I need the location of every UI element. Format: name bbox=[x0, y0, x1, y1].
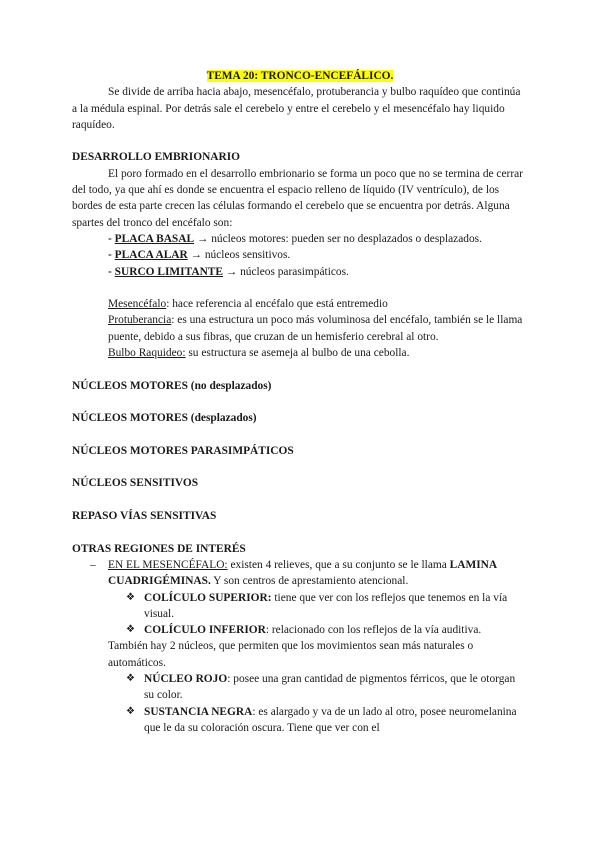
diamond-bullet-icon: ❖ bbox=[126, 591, 135, 603]
dev-paragraph: El poro formado en el desarrollo embrionario se forma un poco que no se termina de cerrar del todo, ya que ahí es donde se encuentra el espacio relleno de líquido (IV ventrículo), de los bordes de esta parte crecen las células formando el cerebelo que se encuentra por detrás. Alguna spartes del tronco del encéfalo son: bbox=[72, 167, 523, 229]
section-heading: REPASO VÍAS SENSITIVAS bbox=[72, 510, 217, 523]
part-item: - PLACA BASAL → núcleos motores: pueden ser no desplazados o desplazados. bbox=[108, 232, 482, 245]
other-heading: OTRAS REGIONES DE INTERÉS bbox=[72, 542, 246, 555]
definition-item: Bulbo Raquideo: su estructura se asemeja al bulbo de una cebolla. bbox=[108, 347, 410, 360]
diamond-bullet-icon: ❖ bbox=[126, 672, 135, 684]
list-item: – EN EL MESENCÉFALO: existen 4 relieves, que a su conjunto se le llama LAMINA CUADRIGÉMINAS. Y son centros de aprestamiento atencional. bbox=[90, 558, 497, 588]
part-item: - SURCO LIMITANTE → núcleos parasimpáticos. bbox=[108, 265, 349, 278]
section-heading: NÚCLEOS MOTORES PARASIMPÁTICOS bbox=[72, 444, 294, 457]
list-item: ❖ NÚCLEO ROJO: posee una gran cantidad de pigmentos férricos, que le otorgan su color. bbox=[126, 672, 516, 702]
title-line bbox=[72, 68, 528, 84]
document-page bbox=[72, 68, 528, 736]
definitions bbox=[72, 296, 528, 361]
also-paragraph: También hay 2 núcleos, que permiten que los movimientos sean más naturales o automáticos. bbox=[108, 640, 474, 669]
dev-heading: DESARROLLO EMBRIONARIO bbox=[72, 151, 241, 164]
section-heading: NÚCLEOS SENSITIVOS bbox=[72, 477, 199, 490]
section-heading: NÚCLEOS MOTORES (no desplazados) bbox=[72, 379, 272, 392]
list-item: ❖ COLÍCULO SUPERIOR: tiene que ver con los reflejos que tenemos en la vía visual. bbox=[126, 591, 508, 620]
diamond-bullet-icon: ❖ bbox=[126, 624, 135, 636]
diamond-bullet-icon: ❖ bbox=[126, 705, 135, 717]
list-item: ❖ COLÍCULO INFERIOR: relacionado con los reflejos de la vía auditiva. bbox=[108, 622, 528, 638]
list-item: ❖ SUSTANCIA NEGRA: es alargado y va de un lado al otro, posee neuromelanina que le da su coloración oscura. Tiene que ver con el bbox=[126, 705, 517, 734]
definition-item: Protuberancia: es una estructura un poco más voluminosa del encéfalo, también se le llama puente, debido a sus fibras, que cruzan de un hemisferio cerebral al otro. bbox=[108, 314, 523, 343]
dash-marker: – bbox=[90, 558, 96, 571]
definition-item: Mesencéfalo: hace referencia al encéfalo que está entremedio bbox=[108, 298, 388, 311]
section-heading: NÚCLEOS MOTORES (desplazados) bbox=[72, 412, 257, 425]
regions-list bbox=[72, 557, 528, 590]
part-item: - PLACA ALAR → núcleos sensitivos. bbox=[108, 249, 291, 262]
intro-paragraph: Se divide de arriba hacia abajo, mesencéfalo, protuberancia y bulbo raquídeo que continúa a la médula espinal. Por detrás sale el cerebelo y entre el cerebelo y el mesencéfalo hay liquido raquídeo. bbox=[72, 86, 521, 131]
parts-list bbox=[72, 231, 528, 280]
page-title: TEMA 20: TRONCO-ENCEFÁLICO. bbox=[206, 70, 394, 82]
